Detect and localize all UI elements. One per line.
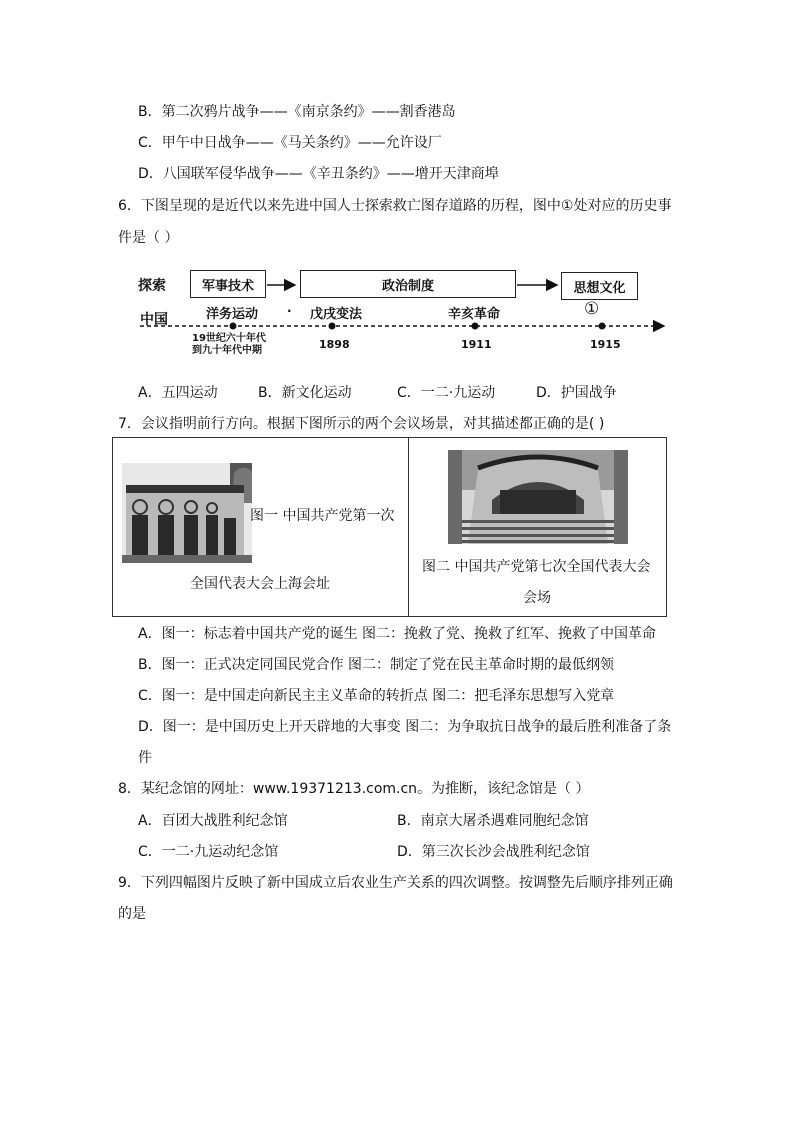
q5-option-c: C．甲午中日战争——《马关条约》——允许设厂 [138, 135, 442, 151]
q7-option-d-continuation: 件 [138, 750, 152, 766]
event-circled-one: ① [584, 299, 600, 319]
date-1915: 1915 [590, 338, 621, 351]
date-1860s-line1: 19世纪六十年代 [192, 333, 266, 344]
table-divider [408, 438, 409, 616]
q8-option-c: C．一二·九运动纪念馆 [138, 844, 279, 860]
event-westernization: 洋务运动 [206, 307, 259, 322]
photo-seventh-congress-hall [448, 450, 628, 544]
q7-stem: 7．会议指明前行方向。根据下图所示的两个会议场景，对其描述都正确的是( ) [118, 416, 605, 432]
event-xinhai-revolution: 辛亥革命 [448, 307, 501, 322]
date-1911: 1911 [461, 338, 492, 351]
q6-option-d: D．护国战争 [536, 385, 617, 401]
box-ideology-culture: 思想文化 [561, 272, 638, 300]
fig1-caption-line1: 图一 中国共产党第一次 [250, 508, 395, 524]
q7-option-b: B．图一：正式决定同国民党合作 图二：制定了党在民主革命时期的最低纲领 [138, 657, 615, 673]
q8-stem: 8．某纪念馆的网址：www.19371213.com.cn。为推断，该纪念馆是（ ） [118, 781, 590, 797]
fig2-caption-line2: 会场 [523, 590, 551, 606]
q8-option-d: D．第三次长沙会战胜利纪念馆 [397, 844, 590, 860]
box-political-system: 政治制度 [300, 270, 516, 298]
dot-mark: · [287, 304, 292, 318]
q6-option-c: C．一二·九运动 [397, 385, 496, 401]
q9-stem-line1: 9．下列四幅图片反映了新中国成立后农业生产关系的四次调整。按调整先后顺序排列正确 [118, 875, 673, 891]
q8-option-a: A．百团大战胜利纪念馆 [138, 813, 288, 829]
q7-option-d: D．图一：是中国历史上开天辟地的大事变 图二：为争取抗日战争的最后胜利准备了条 [138, 719, 672, 735]
fig2-caption-line1: 图二 中国共产党第七次全国代表大会 [422, 559, 651, 575]
row-label-china: 中国 [140, 312, 168, 328]
q6-stem-line2: 件是（ ） [118, 230, 179, 246]
date-1898: 1898 [319, 338, 350, 351]
q6-timeline-diagram [132, 266, 677, 358]
q7-option-a: A．图一：标志着中国共产党的诞生 图二：挽救了党、挽救了红军、挽救了中国革命 [138, 626, 657, 642]
q6-stem-line1: 6．下图呈现的是近代以来先进中国人士探索救亡图存道路的历程，图中①处对应的历史事 [118, 198, 672, 214]
date-1860s-line2: 到九十年代中期 [192, 345, 262, 356]
q5-option-d: D．八国联军侵华战争——《辛丑条约》——增开天津商埠 [138, 166, 499, 182]
q9-stem-line2: 的是 [118, 906, 146, 922]
photo-first-congress-site [122, 463, 252, 563]
q8-option-b: B．南京大屠杀遇难同胞纪念馆 [397, 813, 589, 829]
q5-option-b: B．第二次鸦片战争——《南京条约》——割香港岛 [138, 104, 456, 120]
row-label-explore: 探索 [138, 278, 166, 294]
q7-option-c: C．图一：是中国走向新民主主义革命的转折点 图二：把毛泽东思想写入党章 [138, 688, 615, 704]
event-reform-1898: 戊戌变法 [310, 307, 363, 322]
q6-option-b: B．新文化运动 [258, 385, 352, 401]
fig1-caption-line2: 全国代表大会上海会址 [190, 576, 330, 592]
box-military-tech: 军事技术 [190, 270, 266, 298]
q6-option-a: A．五四运动 [138, 385, 218, 401]
q7-figure-table [112, 437, 667, 617]
